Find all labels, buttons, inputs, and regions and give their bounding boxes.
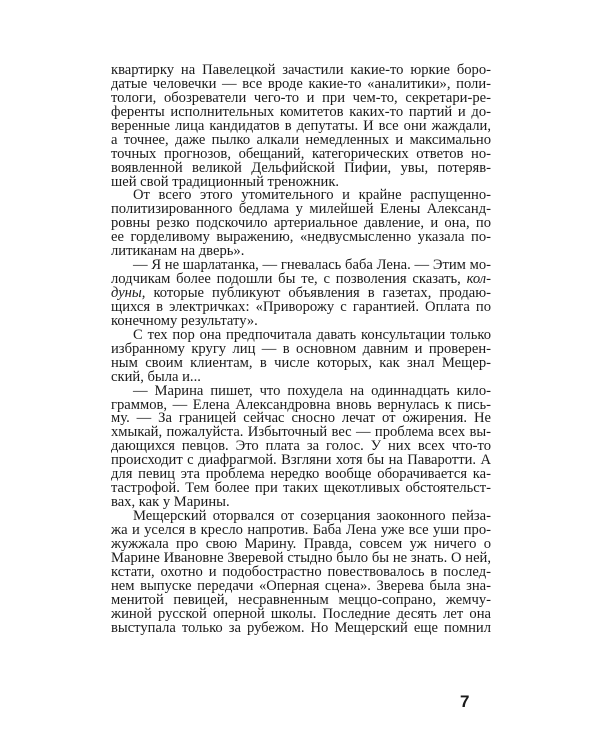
text-segment: — Я не шарлатанка, — гневалась баба Лена. — Этим мо-	[133, 257, 491, 274]
text-segment: ский, была и...	[111, 368, 201, 385]
text-segment: дающихся певцов. Это плата за голос. У них всех что-то	[111, 438, 491, 455]
paragraph	[111, 326, 491, 385]
text-segment: ее горделивому выражению, «недвусмысленно указала по-	[111, 229, 491, 246]
text-segment: щихся в электричках: «Приворожу с гарантией. Оплата по	[111, 298, 491, 315]
text-segment: воявленной великой Дельфийской Пифии, увы, потеряв-	[111, 159, 491, 176]
text-segment: которые публикуют объявления в газетах, продаю-	[145, 285, 491, 301]
text-segment: От всего этого утомительного и крайне распущенно-	[133, 187, 491, 204]
text-segment: избранному кругу лиц — в основном давним и проверен-	[111, 340, 491, 357]
text-segment: для певиц эта проблема нередко вообще оборачивается ка-	[111, 466, 491, 483]
paragraph	[111, 189, 491, 259]
text-segment: жиной русской оперной школы. Последние десять лет она	[111, 605, 491, 622]
paragraph	[111, 510, 491, 635]
text-segment: менитой певицей, несравненным меццо-сопрано, жемчу-	[111, 591, 491, 608]
text-line	[111, 619, 491, 636]
paragraph	[111, 259, 491, 329]
italic-text: дуны,	[111, 285, 146, 301]
text-segment: тастрофой. Тем более при таких щекотливых обстоятельст-	[111, 480, 491, 497]
italic-text: кол-	[466, 271, 491, 288]
text-segment: веренные лица кандидатов в депутаты. И все они жаждали,	[111, 117, 491, 134]
text-segment: тологи, обозреватели чего-то и при чем-то, секретари-ре-	[111, 89, 491, 106]
text-segment: нем выпуске передачи «Оперная сцена». Зверева была зна-	[111, 577, 491, 594]
text-segment: лодчикам более подошли бы те, с позволения сказать,	[111, 271, 467, 288]
text-segment: шей свой традиционный треножник.	[111, 173, 340, 190]
text-segment: точных прогнозов, обещаний, категорических ответов но-	[111, 145, 491, 162]
text-segment: кстати, охотно и подобострастно повествовалось в послед-	[111, 563, 491, 580]
text-segment: ровны резко подскочило артериальное давление, и она, по	[111, 215, 491, 232]
text-segment: жужжала про свою Марину. Правда, совсем уж ничего о	[111, 535, 491, 552]
text-segment: хмыкай, пожалуйста. Избыточный вес — проблема всех вы-	[111, 424, 491, 441]
paragraph	[111, 382, 491, 511]
text-segment: Мещерский оторвался от созерцания заоконного пейза-	[133, 508, 491, 524]
book-page-text	[111, 64, 491, 635]
text-segment: жа и уселся в кресло напротив. Баба Лена уже все уши про-	[111, 521, 491, 538]
text-segment: происходит с диафрагмой. Взгляни хотя бы на Паваротти. А	[111, 452, 491, 469]
paragraph	[111, 64, 491, 189]
text-segment: литиканам на дверь».	[111, 243, 245, 260]
text-segment: ференты исполнительных комитетов каких-то партий и до-	[111, 103, 491, 120]
text-segment: конечному результату».	[111, 312, 258, 329]
text-segment: — Марина пишет, что похудела на одиннадцать кило-	[133, 382, 491, 399]
text-segment: му. — За границей сейчас сносно лечат от ожирения. Не	[111, 410, 491, 427]
page-number: 7	[460, 692, 470, 711]
text-segment: вах, как у Марины.	[111, 494, 230, 511]
text-segment: квартирку на Павелецкой зачастили какие-то юркие боро-	[111, 62, 491, 78]
text-segment: граммов, — Елена Александровна вновь вернулась к пись-	[111, 396, 491, 413]
text-segment: политизированного бедлама у милейшей Елены Александ-	[111, 201, 491, 218]
text-segment: а точнее, даже пылко алкали немедленных и максимально	[111, 131, 491, 148]
text-segment: датые человечки — все вроде какие-то «аналитики», поли-	[111, 75, 491, 92]
text-segment: выступала только за рубежом. Но Мещерский еще помнил	[111, 619, 491, 636]
text-segment: С тех пор она предпочитала давать консультации только	[133, 326, 491, 343]
text-segment: ным своим клиентам, в числе которых, как знал Мещер-	[111, 354, 491, 371]
text-segment: Марине Ивановне Зверевой стыдно было бы не знать. О ней,	[111, 549, 491, 566]
